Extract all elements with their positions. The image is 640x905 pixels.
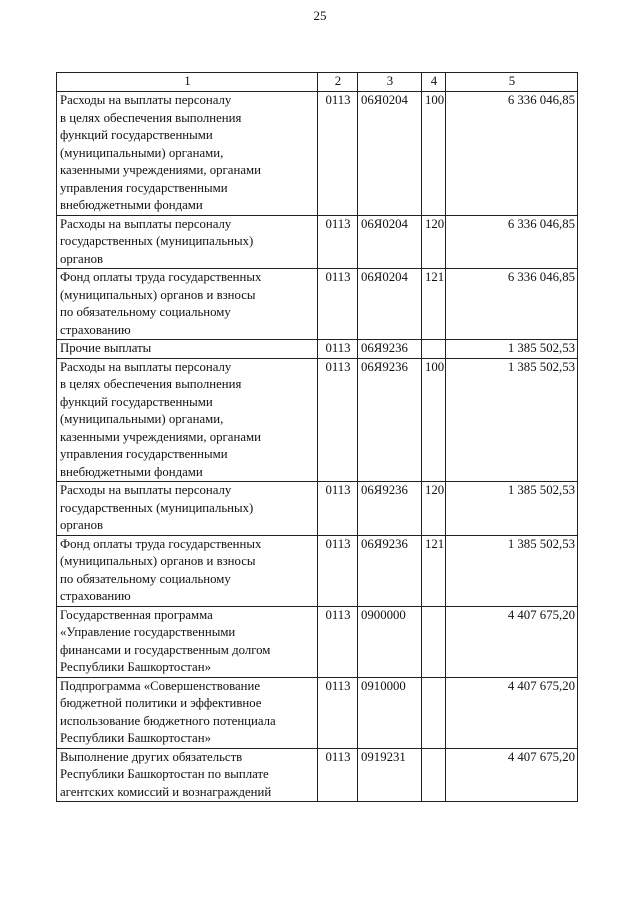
table-row [57,340,578,359]
table-row [57,677,578,748]
table-row [57,748,578,802]
expense-type-cell [422,677,446,748]
amount-cell: 4 407 675,20 [446,677,578,748]
table-row [57,606,578,677]
expense-name-cell: Фонд оплаты труда государственных (муниципальных) органов и взносы по обязательному социальному страхованию [57,535,318,606]
table-row [57,358,578,482]
expense-type-cell: 100 [422,358,446,482]
expense-type-cell: 121 [422,269,446,340]
section-code-cell: 0113 [318,358,358,482]
expense-type-cell: 120 [422,215,446,269]
amount-cell: 1 385 502,53 [446,340,578,359]
section-code-cell: 0113 [318,340,358,359]
target-code-cell: 0910000 [358,677,422,748]
expense-type-cell: 121 [422,535,446,606]
expense-type-cell: 120 [422,482,446,536]
column-header: 5 [446,73,578,92]
amount-cell: 1 385 502,53 [446,535,578,606]
section-code-cell: 0113 [318,535,358,606]
amount-cell: 6 336 046,85 [446,215,578,269]
expense-name-cell: Расходы на выплаты персоналу в целях обеспечения выполнения функций государственными (муниципальными) органами, казенными учреждениями, органами управления государственными внебюджетными фондами [57,358,318,482]
target-code-cell: 06Я9236 [358,482,422,536]
section-code-cell: 0113 [318,482,358,536]
amount-cell: 6 336 046,85 [446,269,578,340]
column-header: 2 [318,73,358,92]
expense-name-cell: Прочие выплаты [57,340,318,359]
page-number: 25 [313,8,327,23]
target-code-cell: 06Я9236 [358,358,422,482]
column-header: 4 [422,73,446,92]
table-row [57,215,578,269]
expense-type-cell [422,606,446,677]
expense-name-cell: Фонд оплаты труда государственных (муниципальных) органов и взносы по обязательному социальному страхованию [57,269,318,340]
amount-cell: 1 385 502,53 [446,358,578,482]
expense-type-cell [422,748,446,802]
target-code-cell: 06Я0204 [358,269,422,340]
section-code-cell: 0113 [318,606,358,677]
expense-name-cell: Выполнение других обязательств Республики Башкортостан по выплате агентских комиссий и вознаграждений [57,748,318,802]
target-code-cell: 06Я0204 [358,92,422,216]
table-row [57,482,578,536]
expense-type-cell: 100 [422,92,446,216]
target-code-cell: 0919231 [358,748,422,802]
budget-table [56,72,578,802]
section-code-cell: 0113 [318,748,358,802]
expense-name-cell: Подпрограмма «Совершенствование бюджетной политики и эффективное использование бюджетного потенциала Республики Башкортостан» [57,677,318,748]
target-code-cell: 06Я9236 [358,535,422,606]
table-row [57,535,578,606]
section-code-cell: 0113 [318,215,358,269]
expense-name-cell: Государственная программа «Управление государственными финансами и государственным долгом Республики Башкортостан» [57,606,318,677]
amount-cell: 6 336 046,85 [446,92,578,216]
amount-cell: 1 385 502,53 [446,482,578,536]
target-code-cell: 06Я0204 [358,215,422,269]
target-code-cell: 06Я9236 [358,340,422,359]
table-row [57,92,578,216]
expense-type-cell [422,340,446,359]
section-code-cell: 0113 [318,269,358,340]
column-header: 3 [358,73,422,92]
expense-name-cell: Расходы на выплаты персоналу в целях обеспечения выполнения функций государственными (муниципальными) органами, казенными учреждениями, органами управления государственными внебюджетными фондами [57,92,318,216]
column-header: 1 [57,73,318,92]
amount-cell: 4 407 675,20 [446,748,578,802]
expense-name-cell: Расходы на выплаты персоналу государственных (муниципальных) органов [57,215,318,269]
table-header-row [57,73,578,92]
amount-cell: 4 407 675,20 [446,606,578,677]
section-code-cell: 0113 [318,677,358,748]
table-row [57,269,578,340]
target-code-cell: 0900000 [358,606,422,677]
expense-name-cell: Расходы на выплаты персоналу государственных (муниципальных) органов [57,482,318,536]
section-code-cell: 0113 [318,92,358,216]
